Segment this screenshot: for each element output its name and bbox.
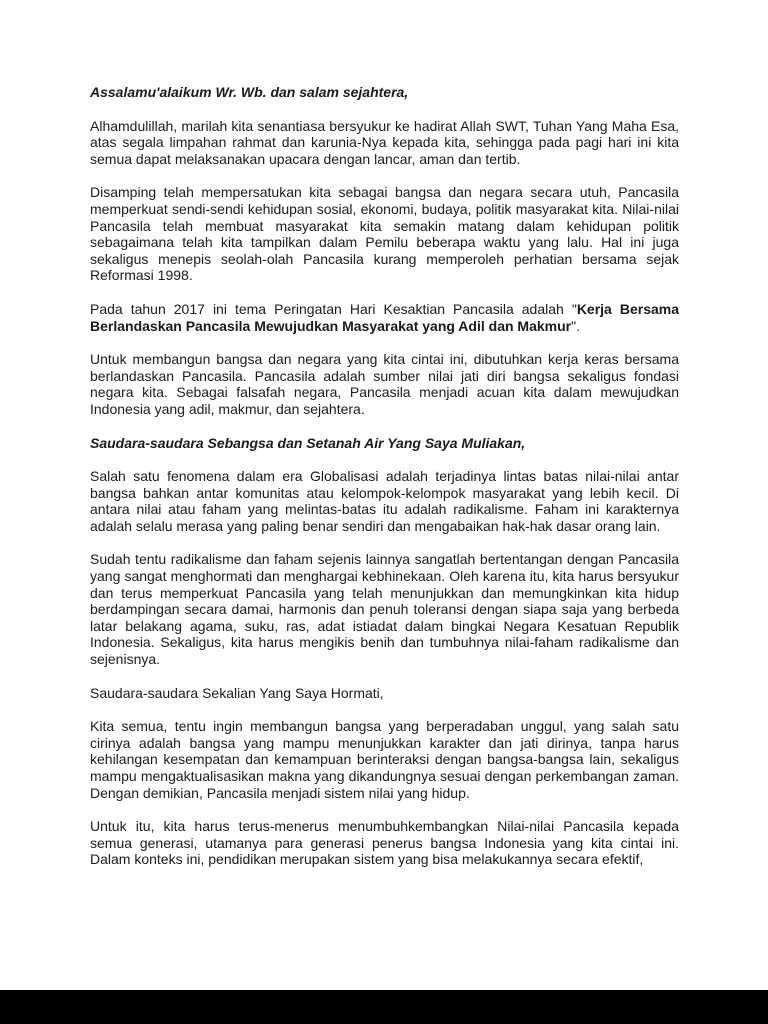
footer-letterbox-bar xyxy=(0,990,768,1024)
text-run: Saudara-saudara Sebangsa dan Setanah Air Yang Saya Muliakan, xyxy=(90,434,526,451)
text-run: Alhamdulillah, marilah kita senantiasa bersyukur ke hadirat Allah SWT, Tuhan Yang Maha Esa, atas segala limpahan rahmat dan karunia-Nya kepada kita, sehingga pada pagi hari ini kita semua dapat melaksanakan upacara dengan lancar, aman dan tertib. xyxy=(90,117,679,167)
text-run: Kerja Bersama Berlandaskan Pancasila Mewujudkan Masyarakat yang Adil dan Makmur xyxy=(90,300,680,334)
text-run: ". xyxy=(571,317,580,334)
body-paragraph xyxy=(90,351,679,417)
body-paragraph xyxy=(90,184,679,284)
document-content xyxy=(90,84,679,885)
heading-paragraph xyxy=(90,435,679,452)
text-run: Disamping telah mempersatukan kita sebagai bangsa dan negara secara utuh, Pancasila memperkuat sendi-sendi kehidupan sosial, ekonomi, budaya, politik masyarakat kita. Nilai-nilai Pancasila telah membuat masyarakat kita semakin matang dalam kehidupan politik sebagaimana telah kita tampilkan dalam Pemilu beberapa waktu yang lalu. Hal ini juga sekaligus menepis seolah-olah Pancasila kurang memperoleh perhatian bersama sejak Reformasi 1998. xyxy=(90,184,679,284)
body-paragraph xyxy=(90,685,679,702)
text-run: Assalamu'alaikum Wr. Wb. dan salam sejahtera, xyxy=(90,84,409,100)
body-paragraph xyxy=(90,301,679,334)
text-run: Pada tahun 2017 ini tema Peringatan Hari Kesaktian Pancasila adalah " xyxy=(90,300,577,317)
text-run: Salah satu fenomena dalam era Globalisasi adalah terjadinya lintas batas nilai-nilai antar bangsa bahkan antar komunitas atau kelompok-kelompok masyarakat yang lebih kecil. Di antara nilai atau faham yang melintas-batas itu adalah radikalisme. Faham ini karakternya adalah selalu merasa yang paling benar sendiri dan mengabaikan hak-hak dasar orang lain. xyxy=(90,468,679,534)
text-run: Untuk itu, kita harus terus-menerus menumbuhkembangkan Nilai-nilai Pancasila kepada semua generasi, utamanya para generasi penerus bangsa Indonesia yang kita cintai ini. Dalam konteks ini, pendidikan merupakan sistem yang bisa melakukannya secara efektif, xyxy=(90,818,679,868)
body-paragraph xyxy=(90,118,679,168)
body-paragraph xyxy=(90,818,679,868)
heading-paragraph xyxy=(90,84,679,101)
body-paragraph xyxy=(90,551,679,667)
body-paragraph xyxy=(90,468,679,534)
text-run: Untuk membangun bangsa dan negara yang kita cintai ini, dibutuhkan kerja keras bersama berlandaskan Pancasila. Pancasila adalah sumber nilai jati diri bangsa sekaligus fondasi negara kita. Sebagai falsafah negara, Pancasila menjadi acuan kita dalam mewujudkan Indonesia yang adil, makmur, dan sejahtera. xyxy=(90,351,679,417)
text-run: Kita semua, tentu ingin membangun bangsa yang berperadaban unggul, yang salah satu cirinya adalah bangsa yang mampu menunjukkan karakter dan jati dirinya, tanpa harus kehilangan kesempatan dan kemampuan berinteraksi dengan bangsa-bangsa lain, sekaligus mampu mengaktualisasikan makna yang dikandungnya sesuai dengan perkembangan zaman. Dengan demikian, Pancasila menjadi sistem nilai yang hidup. xyxy=(90,718,679,801)
text-run: Sudah tentu radikalisme dan faham sejenis lainnya sangatlah bertentangan dengan Pancasila yang sangat menghormati dan menghargai kebhinekaan. Oleh karena itu, kita harus bersyukur dan terus memperkuat Pancasila yang telah menunjukkan dan memungkinkan kita hidup berdampingan secara damai, harmonis dan penuh toleransi dengan siapa saja yang berbeda latar belakang agama, suku, ras, adat istiadat dalam bingkai Negara Kesatuan Republik Indonesia. Sekaligus, kita harus mengikis benih dan tumbuhnya nilai-faham radikalisme dan sejenisnya. xyxy=(90,551,679,668)
text-run: Saudara-saudara Sekalian Yang Saya Hormati, xyxy=(90,684,384,701)
body-paragraph xyxy=(90,718,679,801)
